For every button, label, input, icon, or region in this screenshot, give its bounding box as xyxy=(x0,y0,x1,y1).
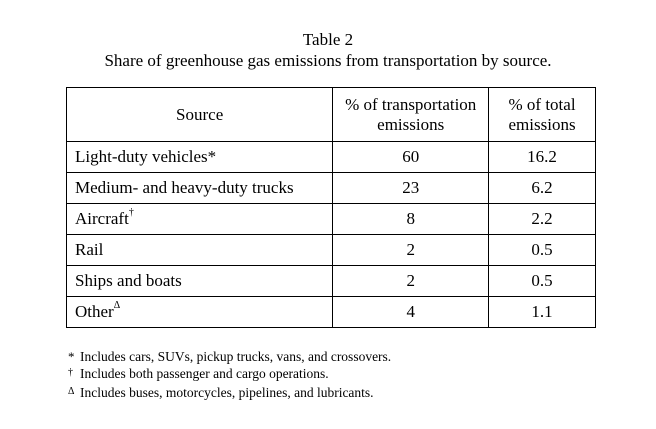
table-row xyxy=(67,235,596,266)
cell-transport-pct: 8 xyxy=(333,204,489,235)
header-source: Source xyxy=(67,88,333,142)
table-row xyxy=(67,266,596,297)
cell-source: Light-duty vehicles* xyxy=(67,142,333,173)
cell-source: Medium- and heavy-duty trucks xyxy=(67,173,333,204)
footnote xyxy=(68,384,391,403)
cell-total-pct: 0.5 xyxy=(489,266,596,297)
table-row xyxy=(67,173,596,204)
footnote-mark: Δ xyxy=(68,386,75,397)
table-title: Share of greenhouse gas emissions from transportation by source. xyxy=(104,51,552,70)
cell-transport-pct: 23 xyxy=(333,173,489,204)
header-total-pct: % of total emissions xyxy=(489,88,596,142)
cell-total-pct: 2.2 xyxy=(489,204,596,235)
cell-transport-pct: 60 xyxy=(333,142,489,173)
table-row xyxy=(67,297,596,328)
footnote xyxy=(68,365,391,384)
footnote-text: Includes buses, motorcycles, pipelines, and lubricants. xyxy=(80,385,374,400)
cell-transport-pct: 4 xyxy=(333,297,489,328)
cell-source: Ships and boats xyxy=(67,266,333,297)
cell-source: Aircraft† xyxy=(67,204,333,235)
cell-total-pct: 6.2 xyxy=(489,173,596,204)
cell-total-pct: 16.2 xyxy=(489,142,596,173)
cell-total-pct: 1.1 xyxy=(489,297,596,328)
footnote-mark: † xyxy=(68,367,73,378)
header-row xyxy=(67,88,596,142)
footnote-text: Includes cars, SUVs, pickup trucks, vans, and crossovers. xyxy=(80,349,392,364)
footnote xyxy=(68,348,391,365)
table-row xyxy=(67,204,596,235)
table-number: Table 2 xyxy=(302,30,354,49)
footnote-text: Includes both passenger and cargo operations. xyxy=(80,366,329,381)
footnote-mark: * xyxy=(68,349,75,364)
footnote-mark: Δ xyxy=(113,300,121,312)
cell-source: Other$^\Delta$ xyxy=(67,297,333,328)
table-row xyxy=(67,142,596,173)
cell-source: Rail xyxy=(67,235,333,266)
header-transport-pct: % of transportation emissions xyxy=(333,88,489,142)
cell-transport-pct: 2 xyxy=(333,235,489,266)
cell-transport-pct: 2 xyxy=(333,266,489,297)
emissions-table xyxy=(66,87,596,328)
cell-total-pct: 0.5 xyxy=(489,235,596,266)
footnote-mark: † xyxy=(128,207,134,219)
footnotes xyxy=(68,348,391,403)
